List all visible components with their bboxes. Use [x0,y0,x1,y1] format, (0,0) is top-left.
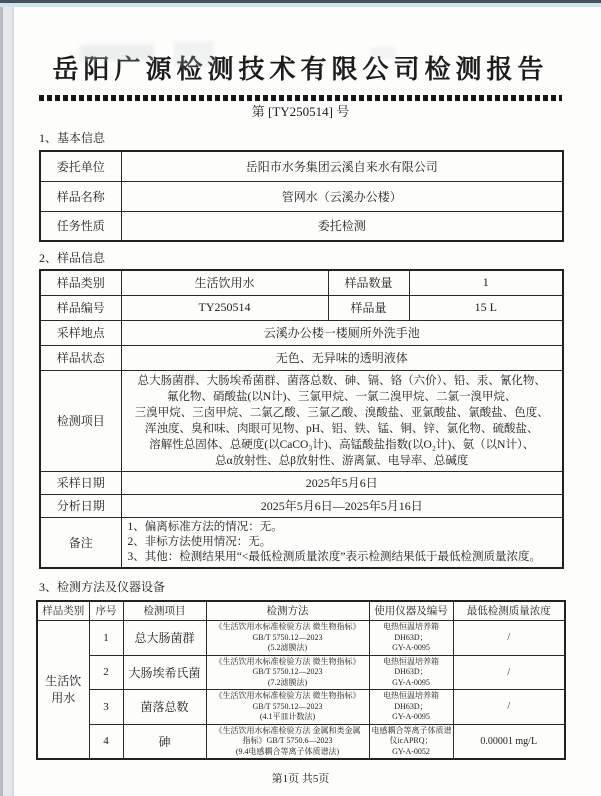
detection-limit: / [453,621,565,656]
table-row [40,494,563,517]
method-line: (9.4电感耦合等离子体质谱法) [235,746,340,756]
col-header-item: 检测项目 [123,601,206,621]
table-row [37,621,565,656]
test-item: 砷 [123,724,206,759]
sampling-site: 云溪办公楼一楼厕所外洗手池 [121,320,563,345]
instrument-line: GY-A-0095 [392,712,430,721]
sample-category: 生活饮用水 [121,270,328,295]
basic-info-table [39,150,564,242]
test-items-line: 总大肠菌群、大肠埃希菌群、菌落总数、砷、镉、铬（六价）、铅、汞、氰化物、 [137,374,546,387]
dotted-rule [39,95,562,101]
instrument-line: GY-A-0052 [392,746,430,756]
test-items-line: 溶解性总固体、总硬度(以CaCO₃计)、高锰酸盐指数(以O₂计)、氨（以N计）、 [149,438,535,451]
table-row [40,211,563,241]
row-label: 样品编号 [40,295,121,320]
sample-category: 生活饮用水 [37,621,89,760]
page-number: 第1页 共5页 [271,773,330,785]
test-method [206,724,369,759]
sample-info-table [39,269,564,569]
test-items-line: 总α放射性、总β放射性、游离氯、电导率、总碱度 [215,454,469,467]
instrument [369,621,453,656]
row-no: 4 [89,724,123,759]
table-header-row [37,601,565,621]
table-row [37,690,565,725]
test-items-line: 三溴甲烷、三卤甲烷、二氯乙酸、三氯乙酸、溴酸盐、亚氯酸盐、氯酸盐、色度、 [134,406,549,419]
table-row [40,370,563,471]
table-row [40,517,563,568]
col-header-method: 检测方法 [206,601,369,621]
row-no: 2 [89,655,123,690]
test-items [121,370,563,471]
row-label: 样品类别 [40,270,121,295]
row-value: 委托检测 [121,211,563,241]
table-row [40,181,563,211]
instrument [369,690,453,725]
remarks-line: 2、非标方法使用情况：无。 [127,535,272,548]
method-line: (4.1平皿计数法) [259,712,316,721]
instrument-line: GY-A-0095 [392,643,430,652]
method-line: GB/T 5750.12—2023 [252,701,323,711]
detection-limit: / [453,690,565,725]
row-label: 分析日期 [40,494,121,517]
row-label: 采样日期 [40,471,121,494]
method-line: 《生活饮用水标准检验方法 金属和类金属 [214,725,361,735]
table-row [40,270,563,295]
row-label: 样品名称 [40,181,121,211]
instrument-line: 电热恒温培养箱 [383,622,439,631]
detection-limit: 0.00001 mg/L [453,724,565,759]
table-row [40,320,563,345]
test-method [206,621,369,656]
col-header-limit: 最低检测质量浓度 [453,601,565,621]
col-header-category: 样品类别 [37,601,89,621]
test-method [206,690,369,725]
method-line: 《生活饮用水标准检验方法 微生物指标》 [214,622,361,631]
instrument [369,655,453,690]
scan-left-margin [0,7,14,796]
report-page [14,7,601,796]
method-line: GB/T 5750.12—2023 [252,632,323,642]
sample-count: 1 [409,270,563,295]
detection-limit: / [453,655,565,690]
test-items-line: 浑浊度、臭和味、肉眼可见物、pH、铝、铁、锰、铜、锌、氯化物、硫酸盐、 [144,422,539,435]
remarks-line: 3、其他：检测结果用“<最低检测质量浓度”表示检测结果低于最低检测质量浓度。 [127,550,541,563]
table-row [40,345,563,370]
method-line: (7.2滤膜法) [267,677,308,687]
instrument-line: 仪icAPRQ； [389,736,433,745]
scan-artifact [174,41,214,67]
instrument-line: 电热恒温培养箱 [383,656,439,666]
method-line: 《生活饮用水标准检验方法 微生物指标》 [214,656,361,666]
row-no: 1 [89,621,123,656]
row-label: 样品量 [328,295,409,320]
row-label: 任务性质 [40,211,121,241]
method-line: GB/T 5750.12—2023 [252,667,323,676]
instrument [369,724,453,759]
sample-code: TY250514 [121,295,328,320]
test-method [206,655,369,690]
row-label: 备注 [40,517,121,568]
row-value: 管网水（云溪办公楼） [121,181,563,211]
table-row [40,471,563,494]
row-label: 采样地点 [40,320,121,345]
methods-table [36,600,566,761]
table-row [37,724,565,759]
sampling-date: 2025年5月6日 [121,471,563,494]
row-no: 3 [89,690,123,725]
scan-artifact [80,45,154,61]
row-label: 样品数量 [328,270,409,295]
remarks [121,517,563,568]
table-row [37,655,565,690]
row-label: 检测项目 [40,370,121,471]
section-heading-sample-info: 2、样品信息 [39,251,106,265]
instrument-line: 电热恒温培养箱 [383,691,439,700]
remarks-line: 1、偏离标准方法的情况：无。 [127,520,283,533]
instrument-line: DH63D； [394,701,428,711]
section-heading-basic-info: 1、基本信息 [39,131,106,145]
method-line: 指标》GB/T 5750.6—2023 [242,736,333,745]
sample-state: 无色、无异味的透明液体 [121,345,563,370]
method-line: 《生活饮用水标准检验方法 微生物指标》 [214,691,361,700]
instrument-line: DH63D； [394,632,428,642]
test-item: 大肠埃希氏菌 [123,655,206,690]
row-label: 样品状态 [40,345,121,370]
table-row [40,295,563,320]
instrument-line: 电感耦合等离子体质谱 [371,725,452,735]
table-row [40,151,563,181]
instrument-line: DH63D； [394,667,428,676]
method-line: (5.2滤膜法) [267,643,308,652]
test-items-line: 氟化物、硝酸盐(以N计)、三氯甲烷、一氯二溴甲烷、二氯一溴甲烷、 [167,390,517,403]
col-header-instrument: 使用仪器及编号 [369,601,453,621]
test-item: 总大肠菌群 [123,621,206,656]
test-item: 菌落总数 [123,690,206,725]
analysis-date: 2025年5月6日—2025年5月16日 [121,494,563,517]
section-heading-methods: 3、检测方法及仪器设备 [39,579,166,594]
scan-artifact [370,47,396,59]
row-value: 岳阳市水务集团云溪自来水有限公司 [121,151,563,181]
sample-amount: 15 L [409,295,563,320]
row-label: 委托单位 [40,151,121,181]
report-title: 岳阳广源检测技术有限公司检测报告 [52,54,549,84]
instrument-line: GY-A-0095 [392,677,430,687]
report-number: 第 [TY250514] 号 [251,104,350,119]
col-header-no: 序号 [89,601,123,621]
